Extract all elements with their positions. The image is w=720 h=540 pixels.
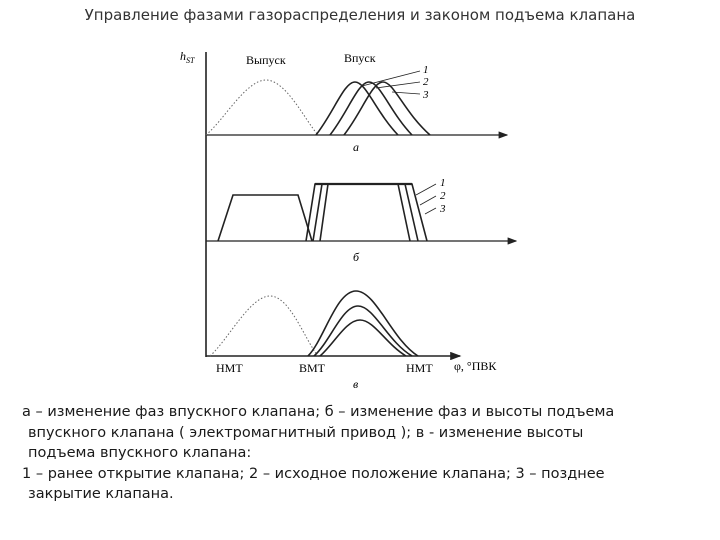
caption-line-2: впускного клапана ( электромагнитный привод ); в - изменение высоты xyxy=(28,424,584,441)
intake-trapezoid-2-b xyxy=(313,184,418,241)
exhaust-curve-a xyxy=(206,80,318,135)
x-label-bdc2: НМТ xyxy=(406,361,433,375)
caption-line-3: подъема впускного клапана: xyxy=(28,445,252,461)
curve-label-2-b: 2 xyxy=(440,190,446,202)
intake-label: Впуск xyxy=(344,51,376,65)
intake-curve-1-v xyxy=(308,291,418,356)
curve-label-2-a: 2 xyxy=(423,76,429,88)
caption-line-4: 1 – ранее открытие клапана; 2 – исходное положение клапана; 3 – позднее xyxy=(22,465,605,482)
curve-label-3-a: 3 xyxy=(423,89,429,101)
curve-label-1-b: 1 xyxy=(440,177,446,189)
exhaust-label: Выпуск xyxy=(246,53,286,67)
y-axis-label: $h_{ST}$ xyxy=(180,49,195,65)
panel-v-label: в xyxy=(353,377,359,391)
intake-curve-2-v xyxy=(314,306,412,356)
leader-2-b xyxy=(420,196,436,205)
intake-curve-1-a xyxy=(316,82,398,135)
intake-curve-3-a xyxy=(344,82,430,135)
panel-b-label: б xyxy=(353,250,360,264)
caption-line-5: закрытие клапана. xyxy=(28,486,174,502)
leader-3-b xyxy=(425,208,436,214)
intake-curve-2-a xyxy=(330,82,412,135)
curve-label-1-a: 1 xyxy=(423,64,429,76)
x-axis-label: φ, °ПВК xyxy=(454,359,497,373)
leader-1-b xyxy=(416,184,436,195)
caption-line-1: а – изменение фаз впускного клапана; б – изменение фаз и высоты подъема xyxy=(22,404,615,420)
leader-2-a xyxy=(376,82,420,88)
exhaust-curve-v xyxy=(210,296,318,356)
x-label-tdc: ВМТ xyxy=(299,361,326,375)
slide-title: Управление фазами газораспределения и законом подъема клапана xyxy=(84,6,636,24)
leader-1-a xyxy=(362,71,420,86)
intake-curve-3-v xyxy=(320,320,406,356)
panel-a-label: а xyxy=(353,140,359,154)
exhaust-trapezoid-b xyxy=(218,195,312,241)
curve-label-3-b: 3 xyxy=(440,203,446,215)
figure-caption xyxy=(22,402,712,505)
x-label-bdc1: НМТ xyxy=(216,361,243,375)
